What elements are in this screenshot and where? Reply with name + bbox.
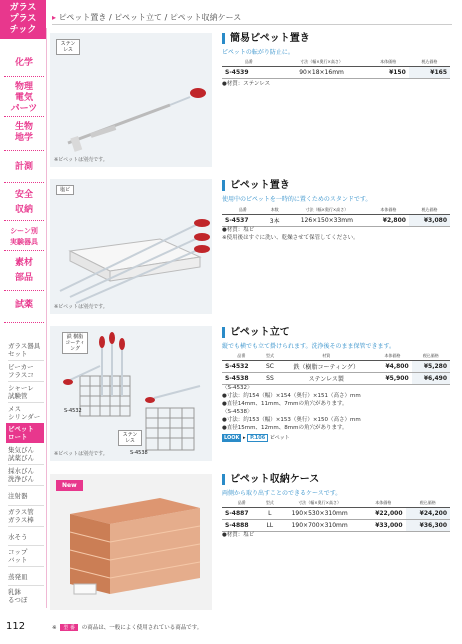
- table-header: 本体価格: [368, 58, 409, 67]
- sidebar-sub-tank[interactable]: [8, 533, 46, 541]
- table-header: 本体価格: [368, 206, 409, 215]
- table-header: 材質: [279, 352, 373, 361]
- table-row: [222, 373, 450, 385]
- sidebar-divider: [4, 116, 44, 117]
- note-line: ●寸法：約153（幅）×153（奥行）×150（高さ）mm: [222, 417, 361, 423]
- base-price: ¥33,000: [361, 520, 405, 532]
- sidebar-divider: [4, 182, 44, 183]
- table-header: 品番: [222, 58, 276, 67]
- sidebar-sub-mortar[interactable]: [8, 588, 46, 604]
- table-header: 本体価格: [361, 499, 405, 508]
- sidebar-sub-beaker[interactable]: [8, 363, 46, 379]
- product-image-storage-case: [50, 474, 212, 610]
- cat-line: 素材: [14, 258, 33, 268]
- sub-line: フラスコ: [8, 371, 34, 379]
- cat-line: 実験器具: [10, 238, 38, 246]
- sub-line: 水そう: [8, 533, 28, 541]
- sidebar-sub-divider: [8, 585, 44, 586]
- sub-line: 集気びん: [8, 446, 34, 454]
- product-code: S-4539: [222, 67, 276, 79]
- sidebar-sub-cup[interactable]: [8, 548, 46, 564]
- notes-block: [222, 226, 359, 242]
- note-line: ●直径15mm、12mm、8mmの角穴があります。: [222, 425, 348, 431]
- sidebar-sub-divider: [8, 485, 44, 486]
- product-code: S-4537: [222, 215, 264, 227]
- sidebar-cat-measure[interactable]: 計測: [14, 162, 33, 172]
- page-number: 112: [6, 621, 26, 632]
- sub-line: メス: [8, 405, 21, 413]
- sub-line: セット: [8, 350, 28, 358]
- product-image-pipette-rest: [50, 179, 212, 314]
- footer-text: の商品は、一般によく使用されている商品です。: [81, 625, 203, 631]
- image-material-tag: ステン レス: [118, 430, 142, 446]
- sidebar-divider: [4, 76, 44, 77]
- material-note: ●材質：塩ビ: [222, 532, 255, 538]
- sidebar-sub-divider: [8, 402, 44, 403]
- table-header-row: [222, 58, 450, 67]
- dimensions: 190×700×310mm: [278, 520, 361, 532]
- sidebar-cat-reagent[interactable]: 試薬: [14, 300, 33, 310]
- sidebar-divider: [4, 250, 44, 251]
- product-code: S-4888: [222, 520, 261, 532]
- sub-line: るつぼ: [8, 596, 28, 604]
- image-note: ※ピペットは別売です。: [54, 451, 108, 457]
- model: SC: [261, 361, 279, 373]
- table-row: [222, 67, 450, 79]
- sidebar-sub-evaporating-dish[interactable]: [8, 573, 46, 581]
- product-code: S-4887: [222, 508, 261, 520]
- table-header: 品番: [222, 499, 261, 508]
- table-header-row: [222, 499, 450, 508]
- notes-block: [222, 384, 361, 432]
- spec-table: [222, 206, 450, 227]
- sidebar-sub-divider: [8, 505, 44, 506]
- look-text: ピペット: [269, 435, 290, 441]
- sub-line: バット: [8, 556, 28, 564]
- dimensions: 190×530×310mm: [278, 508, 361, 520]
- sub-line: ピペット: [8, 425, 34, 433]
- header-divider: [52, 24, 452, 25]
- cat-line: シーン別: [10, 227, 38, 235]
- tax-price: ¥165: [409, 67, 450, 79]
- cat-line: 安全: [14, 190, 33, 200]
- sidebar-top-category[interactable]: [0, 0, 46, 39]
- table-header: 寸法（幅×奥行×高さ）: [278, 499, 361, 508]
- cat-line: 生物: [14, 122, 33, 132]
- note-line: 〈S-4538〉: [222, 409, 253, 415]
- model: LL: [261, 520, 278, 532]
- image-material-tag: 塩ビ: [56, 185, 74, 195]
- table-header: 品番: [222, 206, 264, 215]
- image-product-label: S-4538: [130, 450, 148, 456]
- sub-line: ガラス器具: [8, 342, 41, 350]
- cat-line: 物理: [14, 82, 33, 92]
- sub-line: ロート: [8, 433, 28, 441]
- material: ステンレス製: [279, 373, 373, 385]
- table-row: [222, 361, 450, 373]
- tax-price: ¥36,300: [406, 520, 450, 532]
- sub-line: ガラス棒: [8, 516, 34, 524]
- table-header: 本数: [264, 206, 286, 215]
- sub-line: ビーカー: [8, 363, 34, 371]
- base-price: ¥5,900: [373, 373, 411, 385]
- table-header: 型式: [261, 499, 278, 508]
- image-note: ※ピペットは別売です。: [54, 304, 108, 310]
- sidebar-cat-physics[interactable]: [4, 82, 44, 115]
- sidebar-sub-divider: [8, 381, 44, 382]
- section-title: ピペット立て: [222, 327, 290, 338]
- spec-table: [222, 499, 450, 532]
- sidebar-cat-material[interactable]: [4, 258, 44, 284]
- new-badge: New: [56, 480, 83, 491]
- sub-line: 洗浄びん: [8, 475, 34, 483]
- sidebar-cat-biology[interactable]: [4, 122, 44, 144]
- breadcrumb: [52, 12, 241, 23]
- cat-line: 収納: [14, 205, 33, 215]
- product-code: S-4538: [222, 373, 261, 385]
- table-header-row: [222, 352, 450, 361]
- sidebar-border: [46, 28, 47, 608]
- base-price: ¥4,800: [373, 361, 411, 373]
- storage-case-illustration: [50, 474, 212, 610]
- sub-line: 採水びん: [8, 467, 34, 475]
- sidebar-top-line: チック: [9, 25, 37, 35]
- material-note: ●材質：ステンレス: [222, 81, 271, 87]
- tax-price: ¥5,280: [412, 361, 450, 373]
- note-line: ●材質：塩ビ: [222, 227, 255, 233]
- sub-line: 蒸発皿: [8, 573, 28, 581]
- tax-price: ¥3,080: [409, 215, 450, 227]
- base-price: ¥150: [368, 67, 409, 79]
- section-title: ピペット収納ケース: [222, 474, 319, 485]
- model: SS: [261, 373, 279, 385]
- look-reference[interactable]: [222, 434, 290, 441]
- table-row: [222, 215, 450, 227]
- sidebar-sub-gas-bottle[interactable]: [8, 446, 46, 462]
- sidebar-sub-petri[interactable]: [8, 384, 46, 400]
- table-row: [222, 508, 450, 520]
- table-header: 税込価格: [412, 352, 450, 361]
- sidebar-sub-divider: [8, 566, 44, 567]
- base-price: ¥22,000: [361, 508, 405, 520]
- note-line: ●寸法：約154（幅）×154（奥行）×151（高さ）mm: [222, 393, 361, 399]
- section-description: 両側から取り出すことのできるケースです。: [222, 490, 342, 497]
- dimensions: 126×150×33mm: [286, 215, 368, 227]
- sub-line: 注射器: [8, 492, 28, 500]
- dimensions: 90×18×16mm: [276, 67, 368, 79]
- table-header: 寸法（幅×奥行×高さ）: [276, 58, 368, 67]
- footer-note: [52, 623, 202, 631]
- sub-line: シリンダー: [8, 413, 41, 421]
- sidebar-top-line: プラス: [9, 14, 37, 24]
- note-line: 〈S-4532〉: [222, 385, 253, 391]
- product-image-pipette-stand: [50, 326, 212, 461]
- breadcrumb-text: ピペット置き / ピペット立て / ピペット収納ケース: [58, 13, 242, 22]
- section-title: ピペット置き: [222, 180, 290, 191]
- table-header-row: [222, 206, 450, 215]
- cat-line: 部品: [14, 273, 33, 283]
- note-line: ●直径14mm、11mm、7mmの角穴があります。: [222, 401, 348, 407]
- model: L: [261, 508, 278, 520]
- sub-line: 乳鉢: [8, 588, 21, 596]
- note-line: ※使用後はすぐに洗い、乾燥させて保管してください。: [222, 235, 359, 241]
- spec-table: [222, 352, 450, 385]
- sidebar-cat-chemistry[interactable]: 化学: [14, 58, 33, 68]
- product-image-simple-stand: [50, 33, 212, 167]
- sidebar-divider: [4, 150, 44, 151]
- count: 3本: [264, 215, 286, 227]
- sidebar-sub-glass-set[interactable]: [8, 342, 46, 358]
- arrow-right-icon: ▸: [242, 435, 246, 441]
- sidebar-sub-water-bottle[interactable]: [8, 467, 46, 483]
- breadcrumb-arrow-icon: ▸: [52, 13, 57, 22]
- look-page: P.106: [247, 434, 268, 442]
- sub-line: 試薬びん: [8, 454, 34, 462]
- sidebar-divider: [4, 220, 44, 221]
- table-header: 型式: [261, 352, 279, 361]
- sidebar-sub-glass-tube[interactable]: [8, 508, 46, 524]
- table-row: [222, 520, 450, 532]
- sidebar-sub-divider: [8, 464, 44, 465]
- base-price: ¥2,800: [368, 215, 409, 227]
- table-header: 品番: [222, 352, 261, 361]
- image-note: ※ピペットは別売です。: [54, 157, 108, 163]
- sidebar-divider: [4, 290, 44, 291]
- section-title: 簡易ピペット置き: [222, 33, 310, 44]
- section-description: ピペットの転がり防止に。: [222, 49, 294, 56]
- section-description: 使用中のピペットを一時的に置くためのスタンドです。: [222, 196, 372, 203]
- table-header: 寸法（幅×奥行×高さ）: [286, 206, 368, 215]
- sidebar-cat-scene[interactable]: [4, 226, 44, 248]
- table-header: 税込価格: [406, 499, 450, 508]
- sidebar-divider: [4, 322, 44, 323]
- product-code: S-4532: [222, 361, 261, 373]
- sidebar-sub-divider: [8, 360, 44, 361]
- table-header: 税込価格: [409, 206, 450, 215]
- image-product-label: S-4532: [64, 408, 82, 414]
- look-badge: LOOK: [224, 435, 240, 441]
- tax-price: ¥24,200: [406, 508, 450, 520]
- sidebar-sub-divider: [8, 526, 44, 527]
- sub-line: 試験管: [8, 392, 28, 400]
- cat-line: 地学: [14, 133, 33, 143]
- sidebar-top-line: ガラス: [9, 3, 37, 13]
- sidebar-sub-cylinder[interactable]: [8, 405, 46, 421]
- sidebar-cat-safety[interactable]: [4, 190, 44, 216]
- sub-line: シャーレ: [8, 384, 34, 392]
- sub-line: コップ: [8, 548, 28, 556]
- image-material-tag: ステン レス: [56, 39, 80, 55]
- table-header: 本体価格: [373, 352, 411, 361]
- image-material-tag: 鉄 樹脂 コーティング: [62, 332, 88, 354]
- spec-table: [222, 58, 450, 79]
- footer-mark: ※: [52, 625, 57, 631]
- tax-price: ¥6,490: [412, 373, 450, 385]
- sidebar-sub-divider: [8, 545, 44, 546]
- section-description: 縦でも横でも立て掛けられます。洗浄後そのまま保管できます。: [222, 343, 396, 350]
- sub-line: ガラス管: [8, 508, 34, 516]
- sidebar-sub-pipette-active[interactable]: [6, 423, 44, 443]
- pipette-stand-illustration: [50, 179, 212, 314]
- table-header: 税込価格: [409, 58, 450, 67]
- footer-tag: 型 番: [60, 624, 78, 631]
- cat-line: 電気: [14, 93, 33, 103]
- cat-line: パーツ: [10, 104, 38, 114]
- sidebar-sub-syringe[interactable]: [8, 492, 46, 500]
- material: 鉄（樹脂コーティング）: [279, 361, 373, 373]
